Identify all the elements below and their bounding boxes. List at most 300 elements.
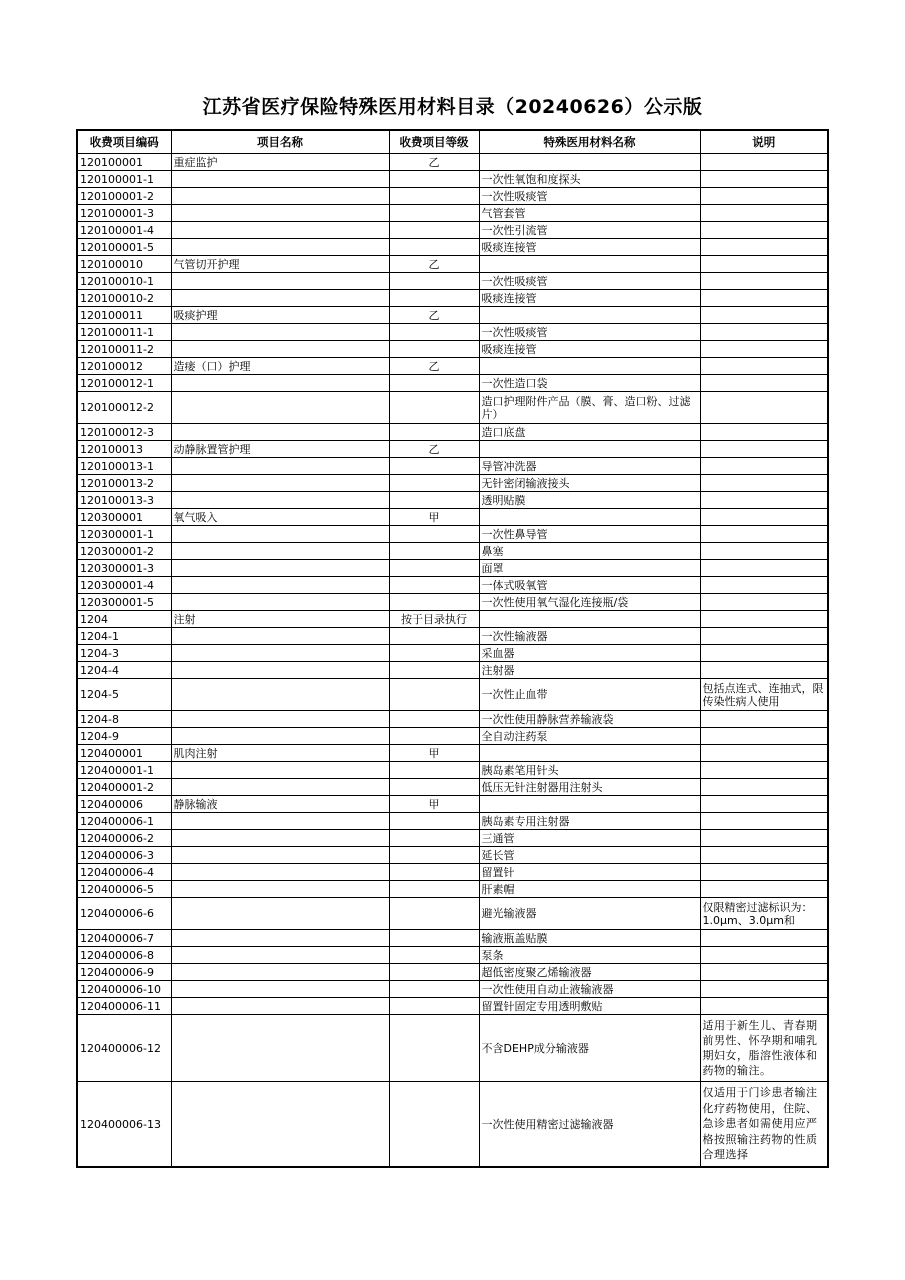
grade-cell [389, 492, 479, 509]
code-cell [77, 358, 171, 375]
item-name-cell [171, 324, 389, 341]
code-cell-text: 120100001-1 [80, 172, 154, 186]
code-cell [77, 830, 171, 847]
grade-cell-text: 甲 [428, 746, 440, 760]
note-cell [700, 628, 828, 645]
material-name-cell [479, 813, 700, 830]
item-name-cell-text: 氧气吸入 [173, 510, 218, 524]
code-cell [77, 745, 171, 762]
table-row [77, 239, 828, 256]
code-cell [77, 1015, 171, 1082]
item-name-cell [171, 577, 389, 594]
table-row [77, 188, 828, 205]
code-cell-text: 120400006-7 [80, 931, 154, 945]
item-name-cell [171, 762, 389, 779]
table-row [77, 611, 828, 628]
note-cell [700, 324, 828, 341]
table-row [77, 290, 828, 307]
material-name-cell [479, 594, 700, 611]
material-name-cell [479, 392, 700, 424]
material-name-cell [479, 728, 700, 745]
table-row [77, 492, 828, 509]
note-cell [700, 441, 828, 458]
note-cell [700, 375, 828, 392]
grade-cell [389, 998, 479, 1015]
item-name-cell [171, 611, 389, 628]
material-name-cell-text: 留置针固定专用透明敷贴 [481, 999, 603, 1013]
grade-cell [389, 864, 479, 881]
grade-cell [389, 441, 479, 458]
item-name-cell [171, 441, 389, 458]
code-cell-text: 120400006-1 [80, 814, 154, 828]
code-cell-text: 1204 [80, 612, 108, 626]
item-name-cell [171, 864, 389, 881]
code-cell [77, 205, 171, 222]
table-row [77, 424, 828, 441]
code-cell-text: 120300001-1 [80, 527, 154, 541]
grade-cell [389, 526, 479, 543]
material-name-cell [479, 475, 700, 492]
table-row [77, 307, 828, 324]
code-cell [77, 458, 171, 475]
code-cell-text: 120100001-4 [80, 223, 154, 237]
material-name-cell-text: 导管冲洗器 [481, 459, 537, 473]
table-row [77, 526, 828, 543]
grade-cell [389, 424, 479, 441]
code-cell [77, 947, 171, 964]
material-name-cell [479, 1082, 700, 1168]
material-name-cell [479, 611, 700, 628]
material-name-cell [479, 711, 700, 728]
grade-cell [389, 458, 479, 475]
item-name-cell [171, 188, 389, 205]
item-name-cell [171, 475, 389, 492]
grade-cell [389, 307, 479, 324]
table-row [77, 645, 828, 662]
material-name-cell-text: 一次性使用静脉营养输液袋 [481, 712, 614, 726]
grade-cell [389, 779, 479, 796]
code-cell-text: 120100011-1 [80, 325, 154, 339]
item-name-cell [171, 424, 389, 441]
note-cell [700, 458, 828, 475]
code-cell-text: 120400006-10 [80, 982, 161, 996]
code-cell-text: 120300001-4 [80, 578, 154, 592]
material-name-cell [479, 662, 700, 679]
code-cell [77, 847, 171, 864]
note-cell [700, 745, 828, 762]
code-cell-text: 120400006-6 [80, 907, 154, 920]
item-name-cell-text: 气管切开护理 [173, 257, 240, 271]
note-cell [700, 154, 828, 171]
material-name-cell-text: 一次性使用精密过滤输液器 [481, 1117, 614, 1131]
note-cell [700, 847, 828, 864]
table-row [77, 881, 828, 898]
material-name-cell [479, 205, 700, 222]
material-name-cell [479, 188, 700, 205]
table-row [77, 594, 828, 611]
material-name-cell [479, 898, 700, 930]
item-name-cell [171, 273, 389, 290]
item-name-cell [171, 628, 389, 645]
code-cell-text: 120400001 [80, 746, 143, 760]
table-row [77, 779, 828, 796]
note-cell [700, 290, 828, 307]
item-name-cell [171, 796, 389, 813]
item-name-cell [171, 728, 389, 745]
code-cell [77, 628, 171, 645]
material-name-cell [479, 947, 700, 964]
note-cell [700, 947, 828, 964]
note-cell [700, 779, 828, 796]
code-cell [77, 441, 171, 458]
code-cell-text: 120400001-1 [80, 763, 154, 777]
item-name-cell [171, 745, 389, 762]
table-row [77, 341, 828, 358]
material-name-cell [479, 375, 700, 392]
item-name-cell [171, 171, 389, 188]
code-cell [77, 256, 171, 273]
note-cell [700, 645, 828, 662]
item-name-cell [171, 392, 389, 424]
code-cell-text: 120100013 [80, 442, 143, 456]
grade-cell [389, 964, 479, 981]
code-cell-text: 120400006-8 [80, 948, 154, 962]
item-name-cell-text: 肌肉注射 [173, 746, 218, 760]
note-cell [700, 796, 828, 813]
code-cell-text: 120100001 [80, 155, 143, 169]
material-name-cell [479, 154, 700, 171]
grade-cell [389, 881, 479, 898]
table-row [77, 392, 828, 424]
code-cell [77, 475, 171, 492]
grade-cell [389, 324, 479, 341]
note-cell [700, 171, 828, 188]
code-cell [77, 154, 171, 171]
item-name-cell [171, 205, 389, 222]
grade-cell-text: 乙 [428, 308, 440, 322]
code-cell-text: 120400006-12 [80, 1041, 161, 1055]
code-cell-text: 120100013-1 [80, 459, 154, 473]
material-name-cell [479, 526, 700, 543]
material-name-cell-text: 超低密度聚乙烯输液器 [481, 965, 592, 979]
note-cell [700, 509, 828, 526]
note-cell [700, 711, 828, 728]
table-row [77, 745, 828, 762]
item-name-cell [171, 375, 389, 392]
material-name-cell-text: 吸痰连接管 [481, 291, 537, 305]
material-name-cell [479, 290, 700, 307]
note-cell [700, 898, 828, 930]
item-name-cell [171, 526, 389, 543]
table-row [77, 358, 828, 375]
grade-cell [389, 847, 479, 864]
material-name-cell [479, 998, 700, 1015]
material-name-cell-text: 三通管 [481, 831, 515, 845]
table-row [77, 628, 828, 645]
code-cell-text: 120100013-3 [80, 493, 154, 507]
code-cell [77, 290, 171, 307]
note-cell-text: 仅限精密过滤标识为：1.0μm、3.0μm和 [702, 900, 813, 927]
material-name-cell [479, 745, 700, 762]
material-name-cell-text: 面罩 [481, 561, 504, 575]
table-row [77, 154, 828, 171]
note-cell-text: 适用于新生儿、青春期前男性、怀孕期和哺乳期妇女，脂溶性液体和药物的输注。 [702, 1019, 818, 1077]
table-row [77, 998, 828, 1015]
material-name-cell [479, 171, 700, 188]
item-name-cell [171, 645, 389, 662]
material-name-cell [479, 441, 700, 458]
table-row [77, 577, 828, 594]
material-name-cell [479, 424, 700, 441]
code-cell [77, 526, 171, 543]
table-row [77, 1082, 828, 1168]
header-code: 收费项目编码 [77, 130, 171, 154]
material-name-cell-text: 一次性氧饱和度探头 [481, 172, 581, 186]
table-row [77, 864, 828, 881]
grade-cell [389, 679, 479, 711]
grade-cell-text: 甲 [428, 510, 440, 524]
code-cell-text: 120400006-11 [80, 999, 161, 1013]
grade-cell [389, 475, 479, 492]
table-row [77, 273, 828, 290]
item-name-cell [171, 813, 389, 830]
table-row [77, 662, 828, 679]
grade-cell [389, 577, 479, 594]
material-name-cell [479, 492, 700, 509]
note-cell-text: 仅适用于门诊患者输注化疗药物使用，住院、急诊患者如需使用应严格按照输注药物的性质合理选择 [702, 1086, 818, 1162]
material-name-cell-text: 一次性吸痰管 [481, 274, 548, 288]
note-cell [700, 358, 828, 375]
table-row [77, 375, 828, 392]
code-cell [77, 662, 171, 679]
grade-cell [389, 256, 479, 273]
item-name-cell [171, 492, 389, 509]
code-cell [77, 762, 171, 779]
material-name-cell-text: 胰岛素笔用针头 [481, 763, 559, 777]
code-cell-text: 120400006-13 [80, 1117, 161, 1131]
code-cell-text: 120100011-2 [80, 342, 154, 356]
material-name-cell-text: 留置针 [481, 865, 515, 879]
code-cell-text: 120400006-4 [80, 865, 154, 879]
note-cell [700, 881, 828, 898]
grade-cell [389, 745, 479, 762]
table-row [77, 964, 828, 981]
code-cell-text: 120100011 [80, 308, 143, 322]
item-name-cell [171, 898, 389, 930]
grade-cell-text: 乙 [428, 442, 440, 456]
material-name-cell [479, 864, 700, 881]
material-name-cell-text: 一次性吸痰管 [481, 325, 548, 339]
code-cell [77, 543, 171, 560]
code-cell [77, 679, 171, 711]
note-cell [700, 762, 828, 779]
material-name-cell-text: 一次性鼻导管 [481, 527, 548, 541]
code-cell [77, 594, 171, 611]
code-cell-text: 120400006-2 [80, 831, 154, 845]
grade-cell-text: 按于目录执行 [401, 612, 467, 626]
material-name-cell-text: 吸痰连接管 [481, 342, 537, 356]
code-cell [77, 188, 171, 205]
grade-cell [389, 662, 479, 679]
grade-cell [389, 628, 479, 645]
note-cell [700, 392, 828, 424]
code-cell-text: 1204-5 [80, 688, 119, 701]
material-name-cell-text: 避光输液器 [481, 907, 537, 920]
item-name-cell [171, 154, 389, 171]
grade-cell [389, 375, 479, 392]
note-cell [700, 239, 828, 256]
header-item-name: 项目名称 [171, 130, 389, 154]
code-cell [77, 711, 171, 728]
material-name-cell-text: 一次性使用氧气湿化连接瓶/袋 [481, 595, 629, 609]
note-cell [700, 188, 828, 205]
code-cell [77, 171, 171, 188]
material-name-cell [479, 543, 700, 560]
code-cell [77, 998, 171, 1015]
table-row [77, 171, 828, 188]
item-name-cell [171, 509, 389, 526]
code-cell [77, 964, 171, 981]
material-name-cell-text: 透明贴膜 [481, 493, 526, 507]
code-cell-text: 120100012-3 [80, 425, 154, 439]
item-name-cell [171, 711, 389, 728]
material-name-cell [479, 222, 700, 239]
code-cell-text: 120100010 [80, 257, 143, 271]
table-row [77, 847, 828, 864]
note-cell [700, 981, 828, 998]
note-cell [700, 830, 828, 847]
table-row [77, 813, 828, 830]
item-name-cell [171, 998, 389, 1015]
note-cell [700, 341, 828, 358]
table-row [77, 898, 828, 930]
grade-cell [389, 341, 479, 358]
material-name-cell-text: 一次性造口袋 [481, 376, 548, 390]
material-name-cell-text: 鼻塞 [481, 544, 504, 558]
grade-cell [389, 594, 479, 611]
item-name-cell-text: 造瘘（口）护理 [173, 359, 251, 373]
item-name-cell [171, 881, 389, 898]
grade-cell [389, 239, 479, 256]
item-name-cell [171, 543, 389, 560]
grade-cell [389, 930, 479, 947]
item-name-cell [171, 779, 389, 796]
grade-cell [389, 509, 479, 526]
code-cell-text: 1204-1 [80, 629, 119, 643]
item-name-cell [171, 307, 389, 324]
note-cell [700, 543, 828, 560]
note-cell [700, 577, 828, 594]
table-row [77, 830, 828, 847]
material-name-cell-text: 一次性吸痰管 [481, 189, 548, 203]
code-cell [77, 864, 171, 881]
note-cell [700, 526, 828, 543]
code-cell [77, 611, 171, 628]
material-name-cell [479, 762, 700, 779]
code-cell-text: 120100012-2 [80, 401, 154, 414]
material-name-cell [479, 964, 700, 981]
material-name-cell [479, 796, 700, 813]
item-name-cell-text: 静脉输液 [173, 797, 218, 811]
item-name-cell [171, 662, 389, 679]
code-cell [77, 577, 171, 594]
note-cell [700, 611, 828, 628]
code-cell [77, 509, 171, 526]
code-cell-text: 120100012-1 [80, 376, 154, 390]
item-name-cell [171, 981, 389, 998]
material-name-cell-text: 一体式吸氧管 [481, 578, 548, 592]
code-cell-text: 120100012 [80, 359, 143, 373]
material-name-cell [479, 628, 700, 645]
note-cell [700, 492, 828, 509]
table-row [77, 543, 828, 560]
code-cell-text: 1204-9 [80, 729, 119, 743]
grade-cell [389, 1082, 479, 1168]
material-name-cell [479, 458, 700, 475]
note-cell [700, 930, 828, 947]
grade-cell-text: 乙 [428, 359, 440, 373]
item-name-cell [171, 1082, 389, 1168]
grade-cell [389, 947, 479, 964]
note-cell-text: 包括点连式、连抽式，限传染性病人使用 [702, 681, 824, 708]
code-cell-text: 120300001-2 [80, 544, 154, 558]
material-name-cell-text: 气管套管 [481, 206, 526, 220]
material-name-cell [479, 679, 700, 711]
table-row [77, 509, 828, 526]
note-cell [700, 864, 828, 881]
table-row [77, 256, 828, 273]
code-cell [77, 645, 171, 662]
grade-cell [389, 813, 479, 830]
item-name-cell [171, 830, 389, 847]
material-name-cell [479, 1015, 700, 1082]
code-cell-text: 120300001-3 [80, 561, 154, 575]
code-cell [77, 375, 171, 392]
note-cell [700, 560, 828, 577]
material-name-cell [479, 560, 700, 577]
grade-cell [389, 543, 479, 560]
table-body [77, 154, 828, 1168]
item-name-cell [171, 222, 389, 239]
code-cell-text: 120400001-2 [80, 780, 154, 794]
grade-cell [389, 392, 479, 424]
code-cell [77, 324, 171, 341]
code-cell [77, 424, 171, 441]
table-row [77, 458, 828, 475]
material-name-cell [479, 239, 700, 256]
code-cell-text: 120100010-1 [80, 274, 154, 288]
code-cell [77, 881, 171, 898]
material-name-cell-text: 延长管 [481, 848, 515, 862]
item-name-cell [171, 560, 389, 577]
code-cell [77, 492, 171, 509]
material-name-cell-text: 泵条 [481, 948, 504, 962]
item-name-cell [171, 930, 389, 947]
material-name-cell [479, 847, 700, 864]
note-cell [700, 222, 828, 239]
item-name-cell [171, 1015, 389, 1082]
document-title: 江苏省医疗保险特殊医用材料目录（20240626）公示版 [202, 96, 703, 118]
grade-cell-text: 乙 [428, 155, 440, 169]
material-name-cell [479, 930, 700, 947]
item-name-cell [171, 358, 389, 375]
table-row [77, 1015, 828, 1082]
grade-cell [389, 645, 479, 662]
grade-cell [389, 830, 479, 847]
code-cell [77, 796, 171, 813]
code-cell-text: 1204-8 [80, 712, 119, 726]
code-cell [77, 307, 171, 324]
